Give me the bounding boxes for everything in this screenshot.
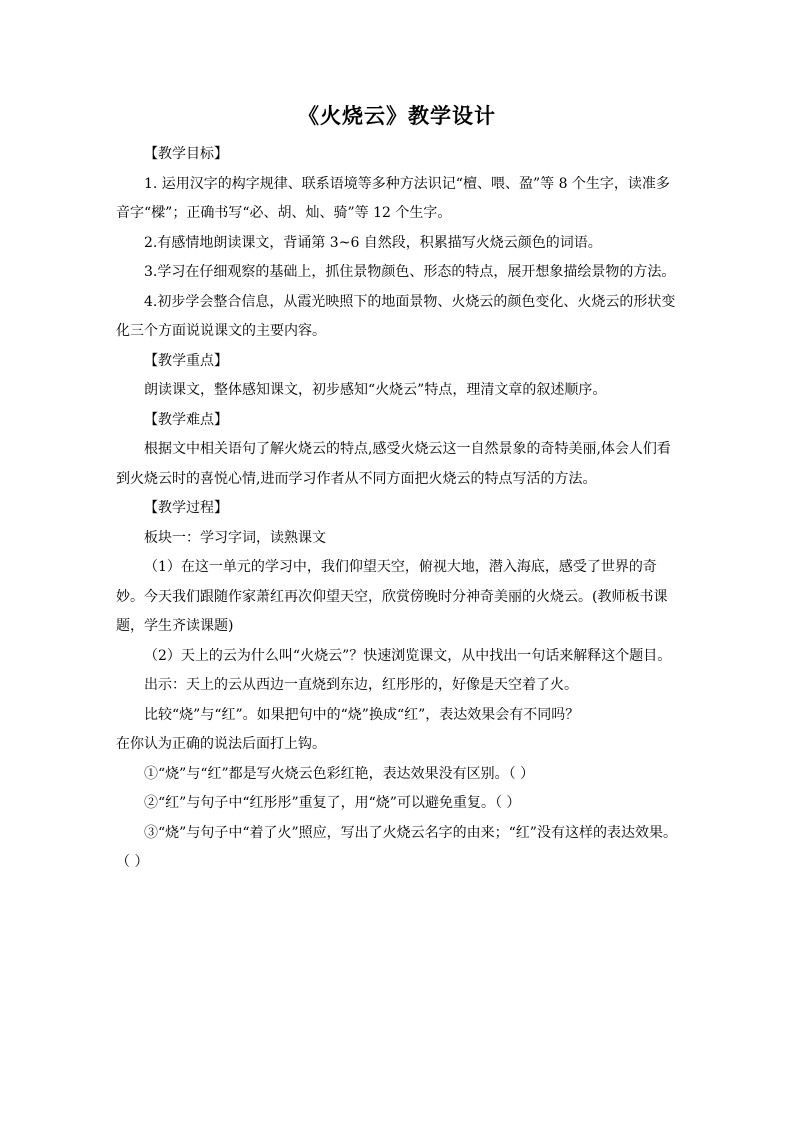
process-block-1-title: 板块一：学习字词，读熟课文: [144, 529, 326, 546]
choice-option-2: ②“红”与句子中“红彤彤”重复了，用“烧”可以避免重复。（ ）: [144, 795, 521, 811]
section-heading-objectives: 【教学目标】: [144, 146, 228, 162]
section-heading-key-points: 【教学重点】: [144, 352, 228, 369]
process-instruction: 在你认为正确的说法后面打上钩。: [116, 736, 326, 752]
process-step-2: （2）天上的云为什么叫“火烧云”？快速浏览课文，从中找出一句话来解释这个题目。: [144, 647, 672, 664]
objective-4: 4.初步学会整合信息，从霞光映照下的地面景物、火烧云的颜色变化、火烧云的形状变化三个方面说说课文的主要内容。: [116, 293, 676, 339]
document-page: [116, 96, 678, 878]
key-points-text: 朗读课文，整体感知课文，初步感知“火烧云”特点，理清文章的叙述顺序。: [144, 382, 607, 398]
process-display-sentence: 出示：天上的云从西边一直烧到东边，红彤彤的，好像是天空着了火。: [144, 677, 578, 693]
objective-2: 2.有感情地朗读课文，背诵第 3~6 自然段，积累描写火烧云颜色的词语。: [144, 234, 602, 251]
choice-option-3: ③“烧”与句子中“着了火”照应，写出了火烧云名字的由来；“红”没有这样的表达效果。（ ）: [116, 824, 677, 870]
section-heading-process: 【教学过程】: [144, 500, 228, 516]
document-title: 《火烧云》教学设计: [298, 104, 496, 128]
process-step-1: （1）在这一单元的学习中，我们仰望天空，俯视大地，潜入海底，感受了世界的奇妙。今天我们跟随作家萧红再次仰望天空，欣赏傍晚时分神奇美丽的火烧云。(教师板书课题，学生齐读课题): [116, 559, 668, 634]
objective-1: 1. 运用汉字的构字规律、联系语境等多种方法识记“檀、喂、盈”等 8 个生字，读准多音字“樑”；正确书写“必、胡、灿、骑”等 12 个生字。: [116, 175, 670, 221]
choice-option-1: ①“烧”与“红”都是写火烧云色彩红艳，表达效果没有区别。（ ）: [144, 765, 535, 782]
difficulties-text: 根据文中相关语句了解火烧云的特点,感受火烧云这一自然景象的奇特美丽,体会人们看到火烧云时的喜悦心情,进而学习作者从不同方面把火烧云的特点写活的方法。: [116, 441, 671, 487]
section-heading-difficulties: 【教学难点】: [144, 411, 228, 428]
process-compare-question: 比较“烧”与“红”。如果把句中的“烧”换成“红”，表达效果会有不同吗？: [144, 706, 580, 723]
objective-3: 3.学习在仔细观察的基础上，抓住景物颜色、形态的特点，展开想象描绘景物的方法。: [144, 264, 676, 280]
